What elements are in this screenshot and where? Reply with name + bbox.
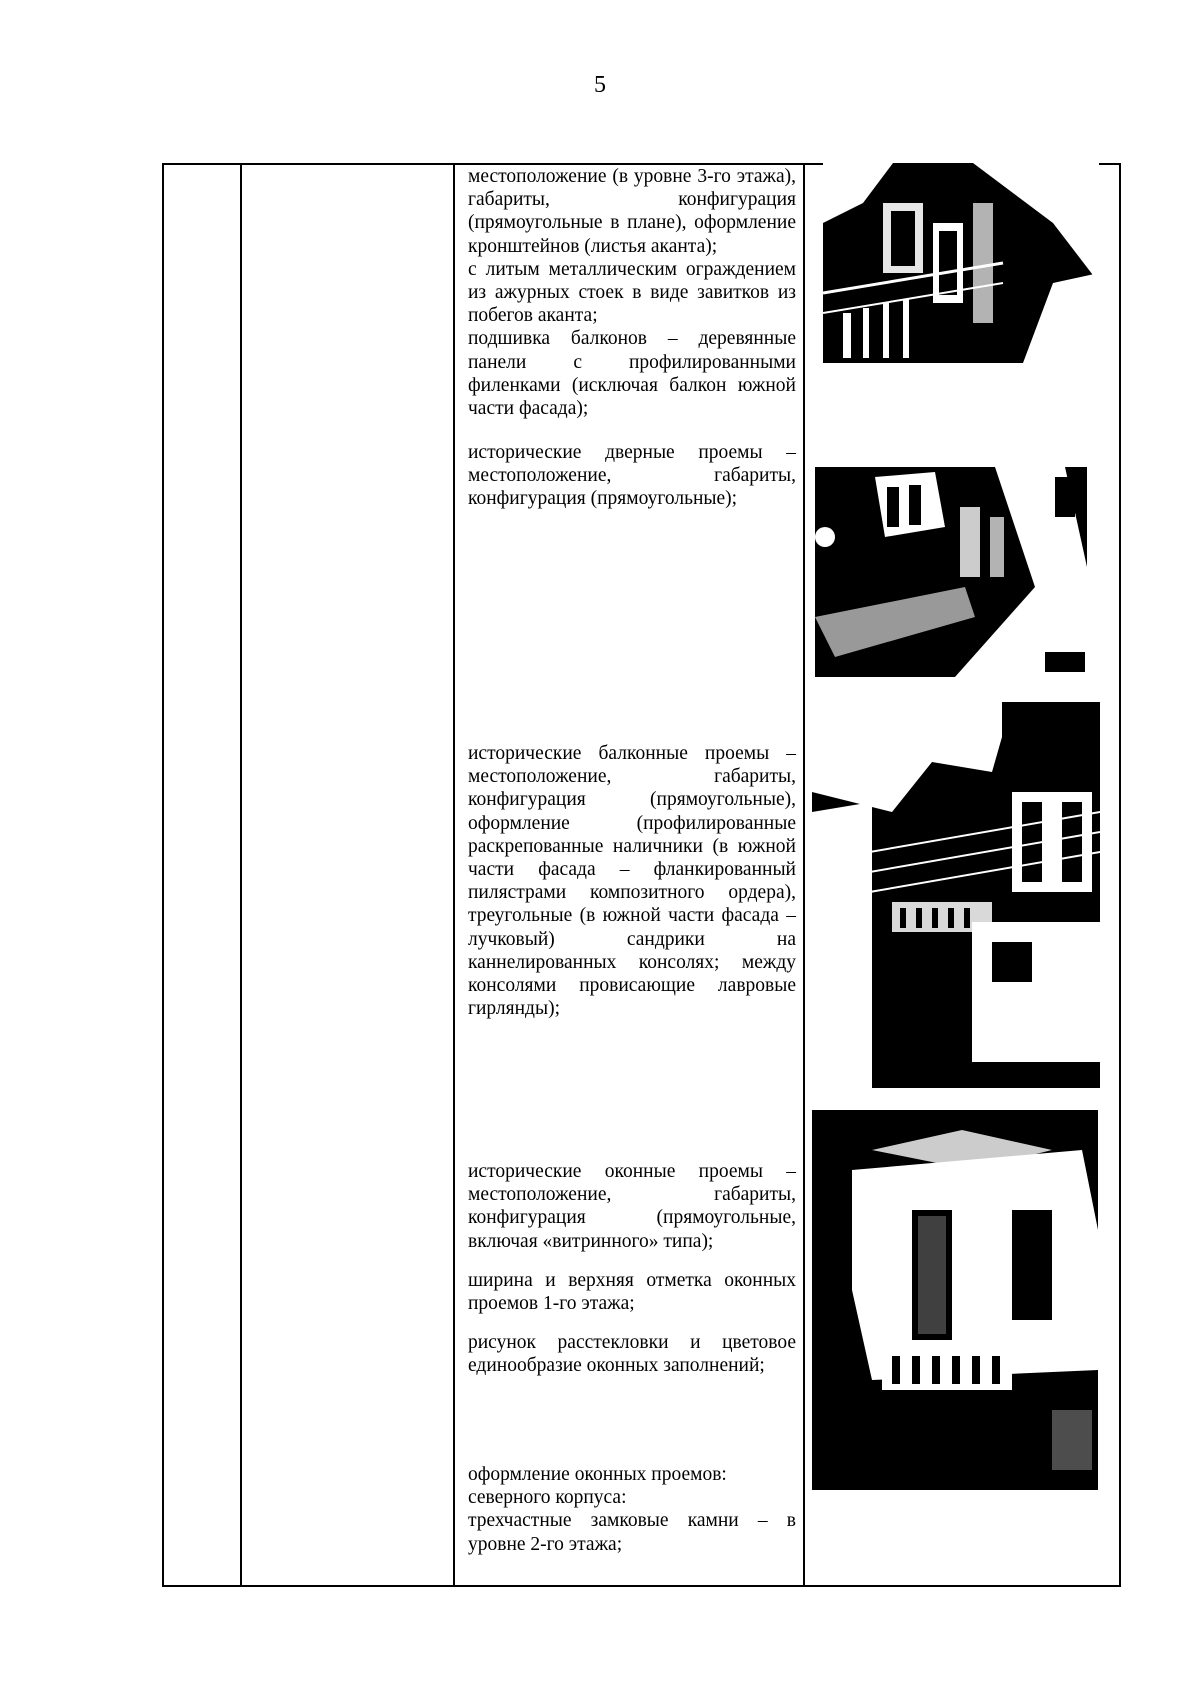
- balcony-opening-photo: [812, 702, 1100, 1088]
- paragraph: подшивка балконов – деревянные панели с профилированными филенками (исключая балкон южной части фасада);: [468, 328, 796, 420]
- paragraph: с литым металлическим ограждением из ажурных стоек в виде завитков из побегов аканта;: [468, 258, 796, 327]
- column-divider-3: [803, 163, 805, 1587]
- paragraph: ширина и верхняя отметка оконных проемов 1-го этажа;: [468, 1269, 796, 1315]
- paragraph: исторические балконные проемы – местоположение, габариты, конфигурация (прямоугольные), оформление (профилированные раскрепованные наличники (в южной части фасада – фланкированный пилястрами композитного ордера), треугольные (в южной части фасада – лучковый) сандрики на каннелированных консолях; между консолями провисающие лавровые гирлянды);: [468, 743, 796, 1020]
- facade-balcony-photo: [823, 163, 1099, 363]
- paragraph: северного корпуса:: [468, 1487, 627, 1509]
- paragraph: исторические дверные проемы – местоположение, габариты, конфигурация (прямоугольные);: [468, 442, 796, 510]
- page-number: 5: [594, 72, 606, 98]
- window-opening-photo: [812, 1110, 1098, 1490]
- text-balcony-openings: [468, 742, 796, 1020]
- column-divider-1: [240, 163, 242, 1587]
- paragraph: трехчастные замковые камни – в уровне 2-го этажа;: [468, 1510, 796, 1555]
- paragraph: исторические оконные проемы – местоположение, габариты, конфигурация (прямоугольные, включая «витринного» типа);: [468, 1161, 796, 1252]
- paragraph: оформление оконных проемов:: [468, 1464, 727, 1485]
- text-balconies: [468, 165, 796, 420]
- doorway-photo: [815, 467, 1087, 677]
- text-windows: [468, 1160, 796, 1378]
- text-doors: [468, 441, 796, 511]
- column-divider-2: [453, 163, 455, 1587]
- paragraph: рисунок расстекловки и цветовое единообразие оконных заполнений;: [468, 1332, 796, 1377]
- text-window-decor: [468, 1463, 796, 1556]
- paragraph: местоположение (в уровне 3-го этажа), габариты, конфигурация (прямоугольные в плане), оформление кронштейнов (листья аканта);: [468, 166, 796, 257]
